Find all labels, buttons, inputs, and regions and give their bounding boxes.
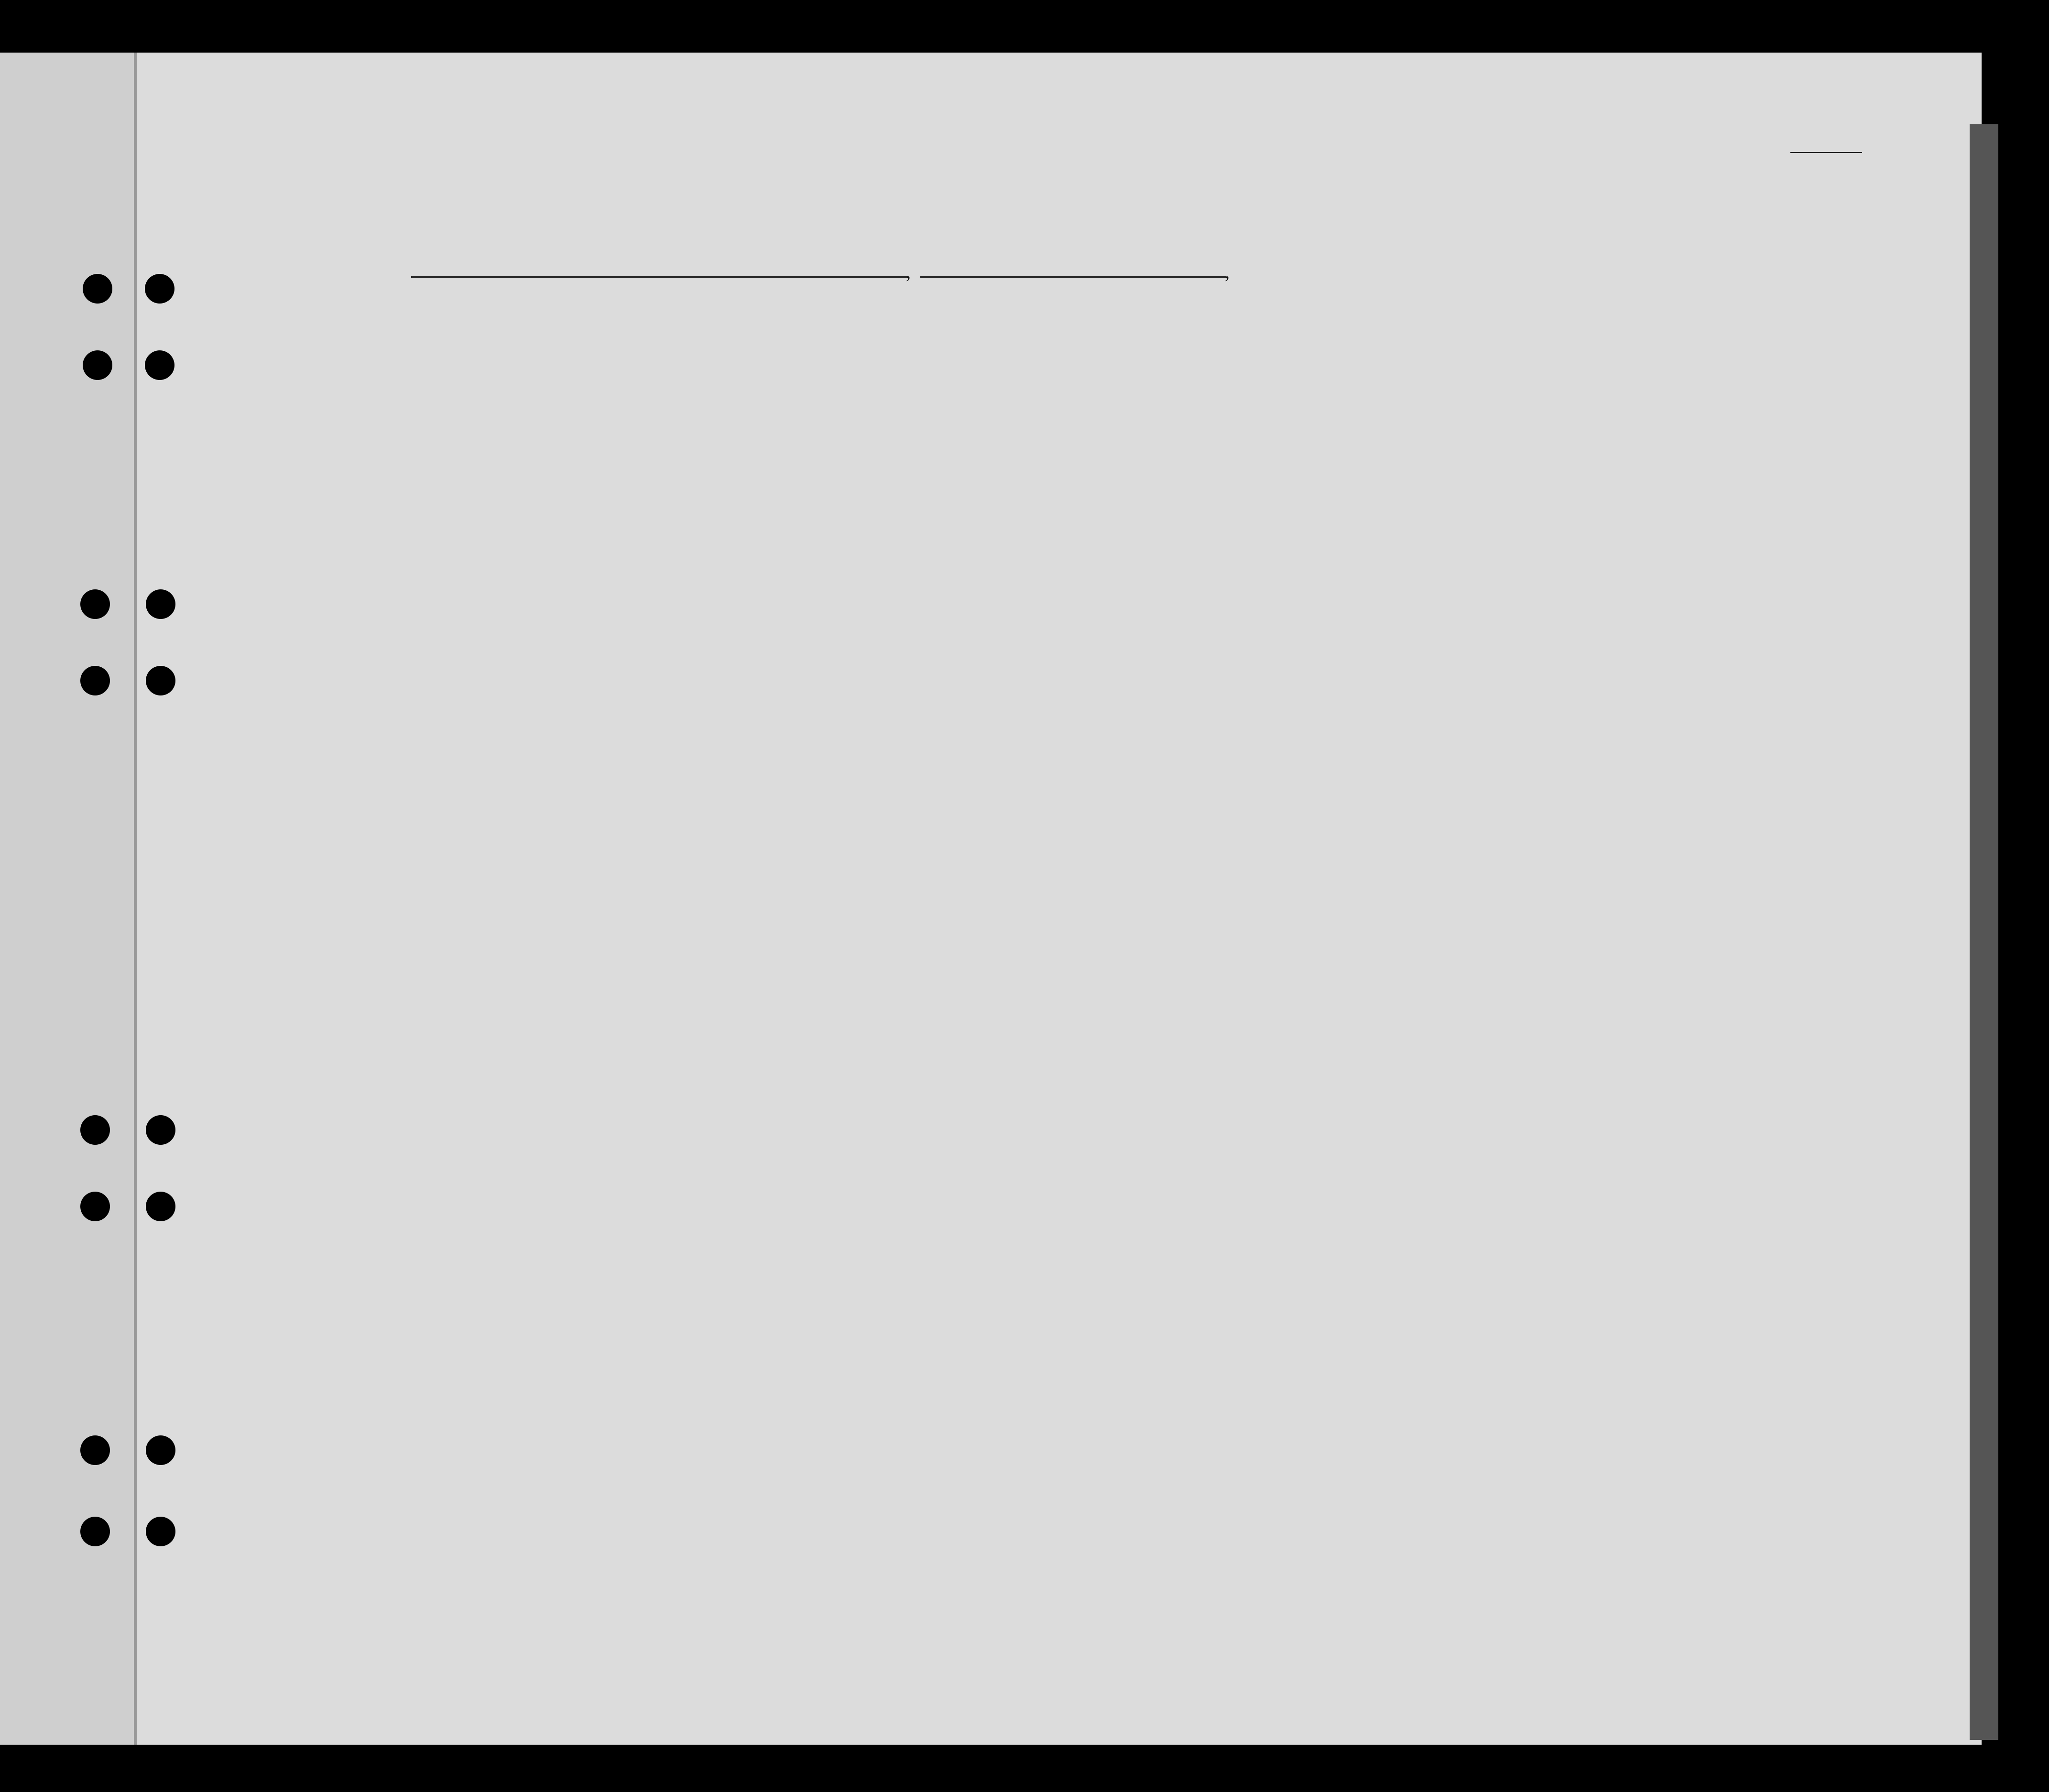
comma: , [1225, 261, 1230, 282]
header-money [771, 339, 790, 449]
comma: , [906, 261, 911, 282]
header-ticket [650, 339, 669, 449]
